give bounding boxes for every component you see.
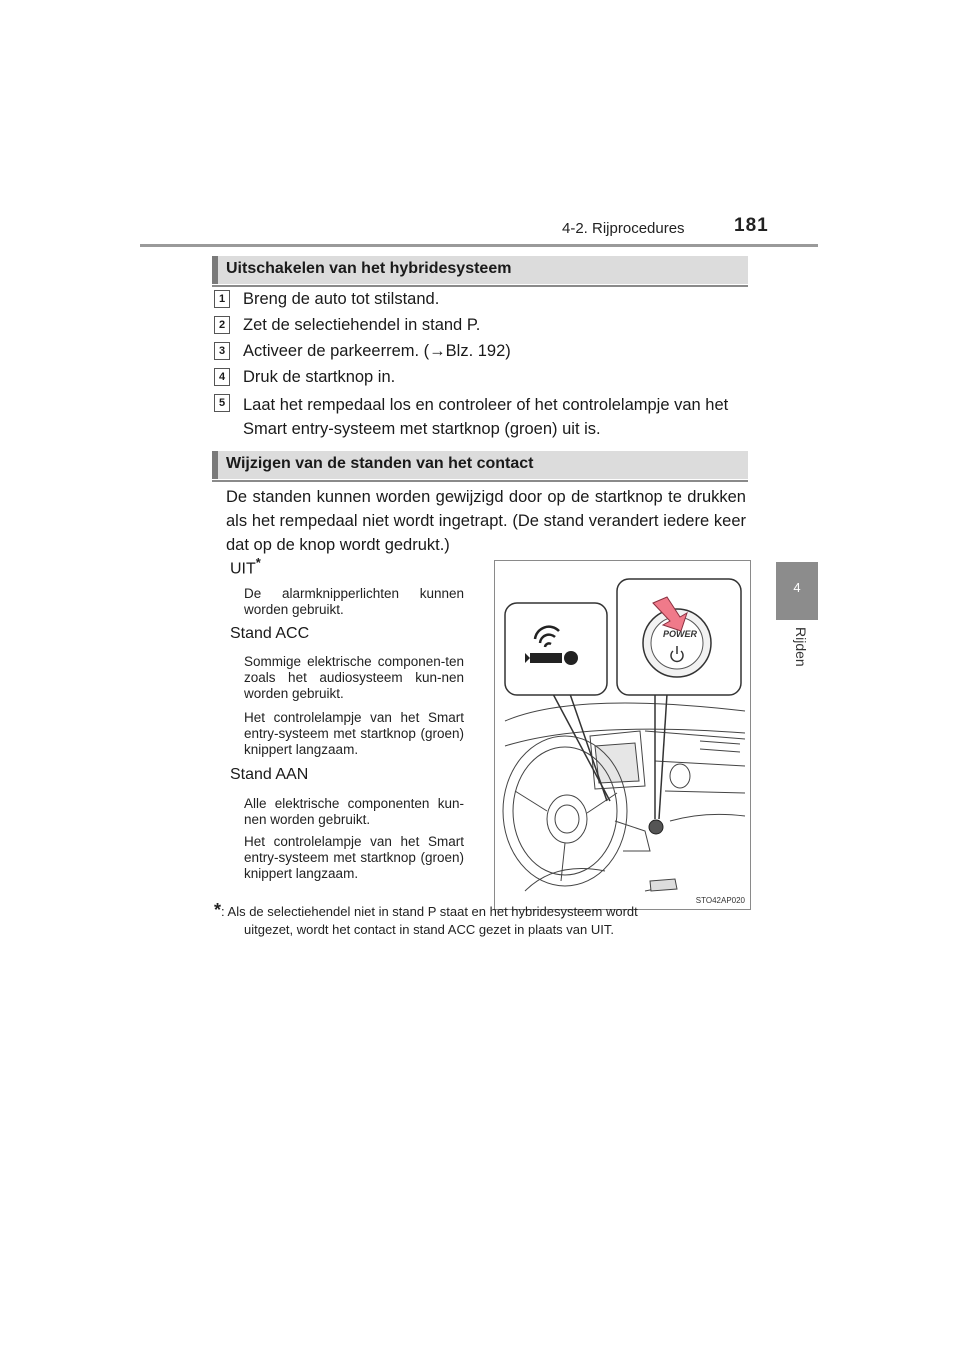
page-number: 181	[734, 215, 769, 236]
indicator-callout	[505, 603, 607, 695]
footnote-marker: *	[255, 555, 261, 570]
mode-description: Sommige elektrische componen-ten zoals het audiosysteem kun-nen worden gebruikt.	[244, 654, 464, 701]
step-text: Zet de selectiehendel in stand P.	[243, 316, 481, 334]
step-text: Laat het rempedaal los en controleer of het controlelampje van het	[243, 396, 729, 414]
start-button-illustration	[494, 560, 751, 910]
footnote: *: Als de selectiehendel niet in stand P staat en het hybridesysteem wordt uitgezet, wordt het contact in stand ACC gezet in plaats van UIT.	[214, 900, 638, 937]
section-title: Wijzigen van de standen van het contact	[226, 455, 534, 472]
section-header-shutdown	[212, 256, 748, 284]
step-number-badge: 1	[214, 290, 230, 308]
mode-title-acc: Stand ACC	[230, 625, 310, 642]
footnote-marker: *	[214, 900, 222, 920]
mode-title-on: Stand AAN	[230, 766, 309, 783]
step-text-continued: Smart entry-systeem met startknop (groen) uit is.	[243, 420, 601, 438]
chapter-label-tab	[777, 627, 817, 747]
section-title: Uitschakelen van het hybridesysteem	[226, 260, 512, 277]
step-number-badge: 2	[214, 316, 230, 334]
step-text: Druk de startknop in.	[243, 368, 396, 386]
mode-description: Het controlelampje van het Smart entry-systeem met startknop (groen) knippert langzaam.	[244, 710, 464, 757]
chapter-label: Rijden	[793, 627, 809, 667]
step-text: Activeer de parkeerrem. (→Blz. 192)	[243, 342, 511, 360]
step-number-badge: 4	[214, 368, 230, 386]
header-rule	[140, 244, 818, 247]
mode-description: De alarmknipperlichten kunnen worden gebruikt.	[244, 586, 464, 617]
illustration-code: STO42AP020	[695, 896, 745, 905]
intro-paragraph: De standen kunnen worden gewijzigd door op de startknop te drukken als het rempedaal niet wordt ingetrapt. (De stand verandert iedere keer dat op de knop wordt gedrukt.)	[226, 488, 746, 554]
section-header-ignition-modes	[212, 451, 748, 479]
chapter-tab	[776, 562, 818, 620]
mode-title-off: UIT*	[230, 555, 261, 578]
step-number-badge: 5	[214, 394, 230, 412]
start-button-location	[649, 820, 663, 834]
step-number-badge: 3	[214, 342, 230, 360]
step-text: Breng de auto tot stilstand.	[243, 290, 440, 308]
chapter-number: 4	[793, 580, 801, 595]
mode-description: Alle elektrische componenten kun-nen worden gebruikt.	[244, 796, 464, 827]
power-button-label: POWER	[663, 629, 698, 639]
running-header-section: 4-2. Rijprocedures	[562, 220, 685, 237]
mode-description: Het controlelampje van het Smart entry-systeem met startknop (groen) knippert langzaam.	[244, 834, 464, 881]
dashboard-drawing	[495, 561, 750, 909]
